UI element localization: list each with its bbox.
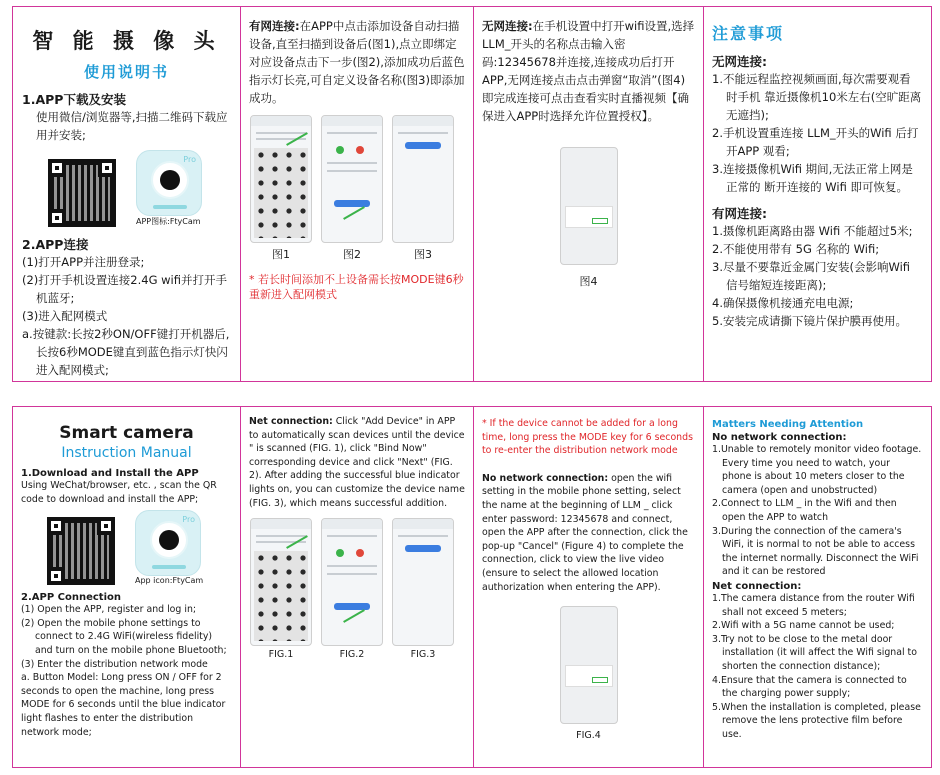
cn-section-connect: 2.APP连接: [22, 237, 89, 252]
en-net-item3: 3.Try not to be close to the metal door installation (it will affect the Wifi signal to shorten the connection distance);: [712, 633, 917, 672]
cn-fig1-label: 图1: [272, 248, 290, 261]
en-attention-title: Matters Needing Attention: [712, 419, 864, 430]
cn-net-item2: 2.不能使用带有 5G 名称的 Wifi;: [712, 242, 880, 256]
en-net-text: [241, 407, 473, 510]
en-section-connect: 2.APP Connection: [21, 592, 121, 604]
en-fig-labels: [241, 649, 473, 660]
cn-connect-step3: (3)进入配网模式: [22, 309, 108, 323]
phone-screenshot-2: [321, 115, 383, 243]
en-phones: [241, 518, 473, 646]
phone-screenshot-4: [560, 606, 618, 724]
en-net-body: Click "Add Device" in APP to automatically scan devices until the device " is scanned (FIG. 1), click "Bind Now" corresponding device and click "Next" (FIG. 2). After adding the successful blue indicator lights on, you can customize the device name (FIG. 3), which means successful addition.: [249, 416, 465, 509]
cn-phones: [241, 115, 473, 243]
cn-nonet-item1: 1.不能远程监控视频画面,每次需要观看时手机 靠近摄像机10米左右(空旷距离无遮挡);: [712, 72, 922, 122]
phone-screenshot-1: [250, 518, 312, 646]
cn-section-download: 1.APP下载及安装: [22, 92, 126, 107]
en-panel-net: [241, 407, 474, 767]
en-media-row: [21, 510, 232, 585]
en-nonet-heading: No network connection:: [712, 432, 847, 443]
cn-nonet-label: 无网连接:: [482, 19, 533, 33]
manual-english: [12, 406, 932, 768]
phone-screenshot-4: [560, 147, 618, 265]
en-fig4-label: FIG.4: [576, 730, 601, 742]
phone-screenshot-2: [321, 518, 383, 646]
cn-panel-net: [241, 7, 474, 381]
en-fig1-label: FIG.1: [268, 649, 294, 661]
cn-nonet-item3: 3.连接摄像机Wifi 期间,无法正常上网是正常的 断开连接的 Wifi 即可恢复。: [712, 162, 913, 194]
cn-fig2-label: 图2: [343, 248, 361, 261]
en-connect-step1: (1) Open the APP, register and log in;: [21, 604, 197, 616]
cn-app-label: APP图标:FtyCam: [136, 217, 201, 226]
en-connect-step2: (2) Open the mobile phone settings to connect to 2.4G WiFi(wireless fidelity) and turn on the mobile phone Bluetooth;: [21, 617, 227, 656]
cn-net-body: 在APP中点击添加设备自动扫描设备,直至扫描到设备后(图1),点立即绑定对应设备点击下一步(图2),添加成功后蓝色指示灯长亮,可自定义设备名称(图3)即添加成功。: [249, 19, 465, 105]
qr-code-icon: [47, 517, 115, 585]
cn-panel-nonet: [474, 7, 704, 381]
en-panel-attention: [704, 407, 930, 767]
cn-net-text: [241, 7, 473, 107]
en-nonet-item2: 2.Connect to LLM _ in the Wifi and then open the APP to watch: [712, 498, 897, 523]
en-download-text: Using WeChat/browser, etc. , scan the QR code to download and install the APP;: [21, 480, 217, 505]
cn-panel-attention: [704, 7, 930, 381]
en-connect-step4: a. Button Model: Long press ON / OFF for 2 seconds to open the machine, long press MODE for 6 seconds until the blue indicator light flashes to enter the distribution network mode;: [21, 672, 226, 738]
app-camera-icon: [136, 150, 202, 216]
en-warning-note: * If the device cannot be added for a long time, long press the MODE key for 6 seconds to re-enter the distribution network mode: [482, 418, 693, 457]
cn-panel-intro: [13, 7, 241, 381]
app-pro-label: Pro: [182, 515, 195, 525]
en-net-item4: 4.Ensure that the camera is connected to the charging power supply;: [712, 674, 907, 700]
app-camera-icon: [135, 510, 201, 576]
phone-screenshot-1: [250, 115, 312, 243]
en-panel-intro: [13, 407, 241, 767]
cn-net-item4: 4.确保摄像机接通充电电源;: [712, 296, 854, 310]
en-nonet-label: No network connection:: [482, 472, 609, 484]
en-app-label: App icon:FtyCam: [135, 576, 204, 586]
en-fig4-block: [474, 606, 703, 741]
cn-fig-labels: [241, 246, 473, 262]
en-fig2-label: FIG.2: [339, 649, 365, 661]
qr-code-icon: [48, 159, 116, 227]
en-section-download: 1.Download and Install the APP: [21, 468, 199, 479]
cn-download-text: 使用微信/浏览器等,扫描二维码下载应用并安装;: [36, 110, 228, 142]
cn-net-item3: 3.尽量不要靠近金属门安装(会影响Wifi 信号缩短连接距离);: [712, 260, 911, 292]
cn-net-item1: 1.摄像机距离路由器 Wifi 不能超过5米;: [712, 224, 913, 238]
en-nonet-body: open the wifi setting in the mobile phone setting, select the name at the beginning of LLM _ click enter password: 12345678 and connect, open the APP after the connection, click the pop-up "Cancel" (Figure 4) to complete the connection, click to view the live video (ensure to select the allowed location authorization when entering the APP).: [482, 472, 688, 593]
en-connect-step3: (3) Enter the distribution network mode: [21, 658, 208, 670]
cn-fig4-label: 图4: [579, 275, 598, 288]
manual-chinese: [12, 6, 932, 382]
en-app-icon-block: [135, 510, 203, 585]
phone-screenshot-3: [392, 518, 454, 646]
en-net-heading: Net connection:: [712, 580, 802, 592]
en-nonet-item3: 3.During the connection of the camera's WiFi, it is normal to not be able to access the internet normally. Disconnect the WiFi and it can be restored: [712, 525, 919, 578]
cn-connect-step1: (1)打开APP并注册登录;: [22, 255, 145, 269]
cn-connect-step2: (2)打开手机设置连接2.4G wifi并打开手机蓝牙;: [22, 273, 227, 305]
cn-subtitle: 使用说明书: [83, 63, 169, 81]
cn-fig4-block: [474, 147, 703, 289]
phone-screenshot-3: [392, 115, 454, 243]
en-fig3-label: FIG.3: [410, 649, 436, 661]
cn-connect-step4: a.按键款:长按2秒ON/OFF键打开机器后,长按6秒MODE键直到蓝色指示灯快闪进入配网模式;: [22, 327, 230, 377]
en-net-item2: 2.Wifi with a 5G name cannot be used;: [712, 620, 895, 632]
en-net-item1: 1.The camera distance from the router Wifi shall not exceed 5 meters;: [712, 592, 915, 618]
cn-fig3-label: 图3: [414, 248, 432, 261]
en-subtitle: Instruction Manual: [61, 445, 192, 461]
en-net-label: Net connection:: [249, 416, 333, 427]
en-nonet-item1: 1.Unable to remotely monitor video footage. Every time you need to watch, your phone is about 10 meters closer to the camera (open and unobstructed): [712, 444, 922, 496]
cn-nonet-body: 在手机设置中打开wifi设置,选择LLM_开头的名称点击输入密码:12345678并连接,连接成功后打开APP,无网连接点击点击弹窗“取消”(图4)即完成连接可点击查看实时直播视频【确保进入APP时选择允许位置授权】。: [482, 19, 695, 123]
cn-attention-title: 注意事项: [712, 24, 785, 43]
cn-app-icon-block: [136, 150, 202, 227]
en-nonet-text: [474, 458, 703, 594]
cn-media-row: [22, 150, 231, 227]
cn-title: 智 能 摄 像 头: [32, 29, 221, 53]
cn-warning-note: * 若长时间添加不上设备需长按MODE键6秒重新进入配网模式: [249, 273, 464, 301]
en-panel-nonet: [474, 407, 704, 767]
cn-net-heading: 有网连接:: [712, 206, 767, 221]
cn-nonet-text: [474, 7, 703, 125]
en-net-item5: 5.When the installation is completed, please remove the lens protective film before use.: [712, 701, 921, 740]
cn-net-item5: 5.安装完成请撕下镜片保护膜再使用。: [712, 314, 907, 328]
cn-nonet-item2: 2.手机设置重连接 LLM_开头的Wifi 后打开APP 观看;: [712, 126, 919, 158]
en-title: Smart camera: [59, 423, 194, 443]
cn-net-label: 有网连接:: [249, 19, 300, 33]
app-pro-label: Pro: [183, 155, 196, 164]
cn-nonet-heading: 无网连接:: [712, 54, 767, 69]
